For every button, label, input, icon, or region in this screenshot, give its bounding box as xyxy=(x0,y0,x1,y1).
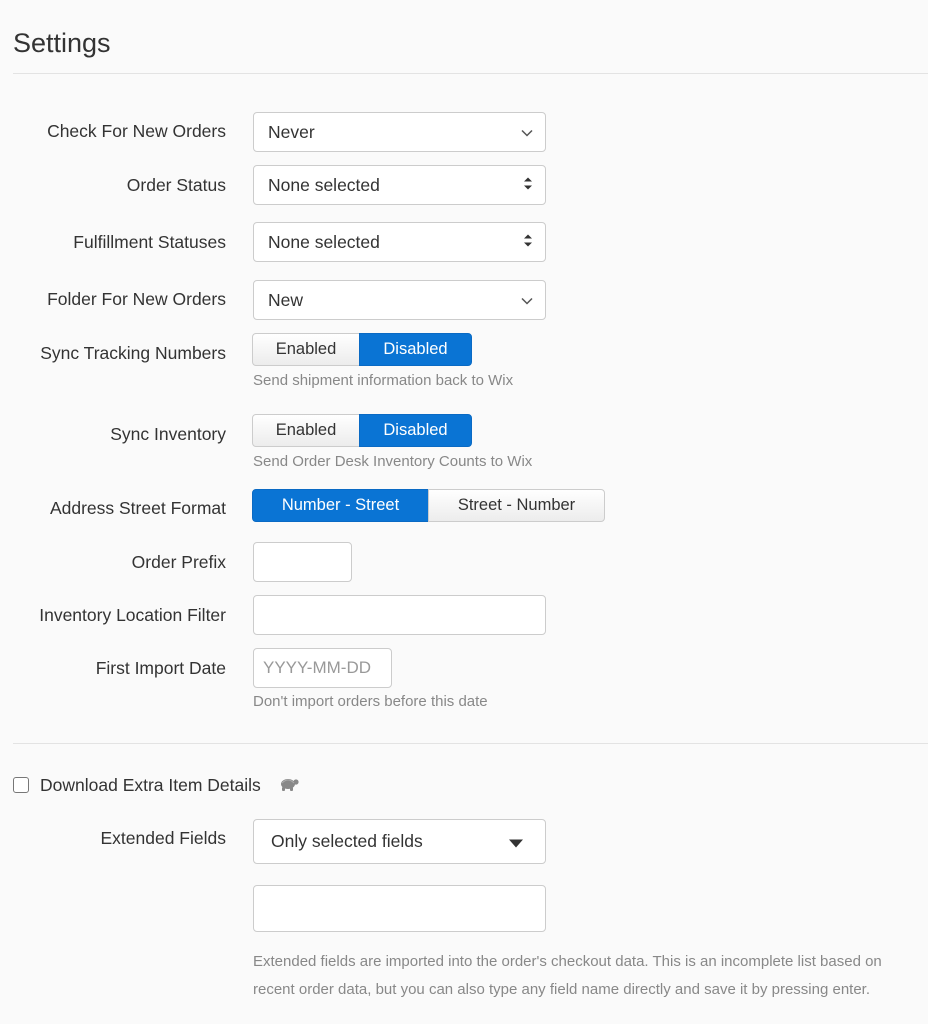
check-new-orders-select[interactable] xyxy=(253,112,546,152)
sync-inventory-enabled-button[interactable]: Enabled xyxy=(252,414,360,447)
sync-inventory-help: Send Order Desk Inventory Counts to Wix xyxy=(253,453,533,470)
order-status-label: Order Status xyxy=(126,175,226,195)
header-divider xyxy=(13,73,928,74)
chevron-down-icon xyxy=(521,122,533,143)
address-format-toggle xyxy=(252,489,605,522)
fulfillment-statuses-select[interactable] xyxy=(253,222,546,262)
sync-tracking-enabled-button[interactable]: Enabled xyxy=(252,333,360,366)
order-status-value: None selected xyxy=(268,174,380,195)
inventory-location-filter-input[interactable] xyxy=(253,595,546,635)
sync-inventory-label: Sync Inventory xyxy=(110,424,226,444)
folder-new-orders-label: Folder For New Orders xyxy=(47,289,226,309)
extended-fields-label: Extended Fields xyxy=(100,828,226,848)
sort-updown-icon xyxy=(523,232,533,253)
first-import-date-label: First Import Date xyxy=(95,658,226,678)
folder-new-orders-select[interactable] xyxy=(253,280,546,320)
check-new-orders-label: Check For New Orders xyxy=(47,121,226,141)
fulfillment-statuses-value: None selected xyxy=(268,231,380,252)
folder-new-orders-value: New xyxy=(268,289,304,310)
page-title: Settings xyxy=(13,28,111,58)
extended-fields-value: Only selected fields xyxy=(271,831,423,851)
download-extra-label: Download Extra Item Details xyxy=(40,775,261,795)
order-prefix-label: Order Prefix xyxy=(131,552,226,572)
inventory-location-filter-label: Inventory Location Filter xyxy=(39,605,226,625)
turtle-icon xyxy=(278,775,300,798)
number-street-button[interactable]: Number - Street xyxy=(252,489,429,522)
sync-inventory-disabled-button[interactable]: Disabled xyxy=(359,414,472,447)
extended-fields-help: Extended fields are imported into the order's checkout data. This is an incomplete list based on recent order data, but you can also type any field name directly and save it by pressing enter. xyxy=(253,953,882,998)
sync-inventory-toggle xyxy=(252,414,472,447)
extended-fields-tags-input[interactable] xyxy=(253,885,546,932)
sync-tracking-help: Send shipment information back to Wix xyxy=(253,372,514,389)
first-import-date-help: Don't import orders before this date xyxy=(253,693,488,710)
address-format-label: Address Street Format xyxy=(49,498,226,518)
order-prefix-input[interactable] xyxy=(253,542,352,582)
sync-tracking-toggle xyxy=(252,333,472,366)
first-import-date-placeholder: YYYY-MM-DD xyxy=(263,658,371,677)
check-new-orders-value: Never xyxy=(268,121,315,142)
street-number-button[interactable]: Street - Number xyxy=(428,489,605,522)
download-extra-checkbox[interactable] xyxy=(13,777,29,793)
section-divider xyxy=(13,743,928,744)
sync-tracking-disabled-button[interactable]: Disabled xyxy=(359,333,472,366)
fulfillment-statuses-label: Fulfillment Statuses xyxy=(73,232,226,252)
caret-down-icon xyxy=(509,831,523,852)
first-import-date-input[interactable] xyxy=(253,648,392,688)
chevron-down-icon xyxy=(521,290,533,311)
sort-updown-icon xyxy=(523,175,533,196)
sync-tracking-label: Sync Tracking Numbers xyxy=(40,343,226,363)
extended-fields-select[interactable] xyxy=(253,819,546,864)
order-status-select[interactable] xyxy=(253,165,546,205)
